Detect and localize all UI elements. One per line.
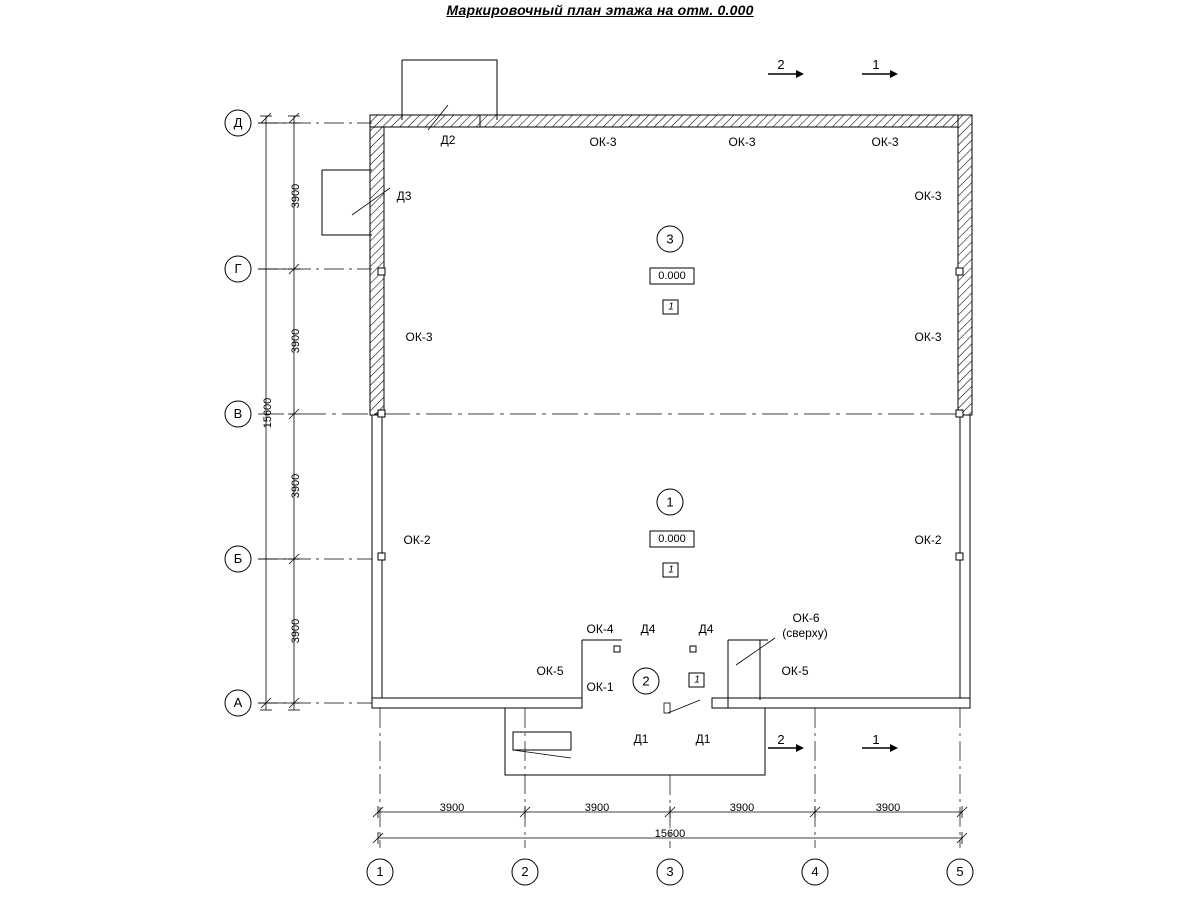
axis-label-letter: Д — [233, 115, 243, 130]
wall-openings — [378, 268, 963, 652]
vertical-dimension: 3900 — [290, 183, 302, 209]
vertical-dimension: 3900 — [290, 328, 302, 354]
vertical-dimension: 3900 — [290, 473, 302, 499]
drawing-title: Маркировочный план этажа на отм. 0.000 — [446, 2, 754, 18]
element-label: ОК-5 — [781, 664, 809, 678]
horizontal-dimension: 3900 — [729, 802, 755, 814]
element-label: ОК-6 — [792, 611, 820, 625]
axis-label-number: 4 — [811, 864, 819, 879]
walls — [370, 115, 972, 708]
detail-mark-label: 1 — [668, 564, 674, 576]
section-marks — [768, 70, 898, 752]
dimension-lines — [258, 113, 967, 844]
axis-label-letter: А — [233, 695, 243, 710]
element-label: (сверху) — [782, 626, 828, 640]
axis-label-number: 1 — [376, 864, 384, 879]
detail-mark-label: 1 — [668, 301, 674, 313]
axis-grid — [258, 123, 960, 848]
vertical-total-dimension: 15600 — [262, 397, 274, 429]
element-label: Д3 — [396, 189, 412, 203]
element-label: ОК-3 — [728, 135, 756, 149]
element-label: ОК-2 — [403, 533, 431, 547]
section-mark-label: 2 — [777, 732, 785, 747]
node-marker-label: 1 — [666, 494, 674, 510]
element-label: Д4 — [698, 622, 714, 636]
element-label: ОК-3 — [871, 135, 899, 149]
section-mark-label: 2 — [777, 57, 785, 72]
elevation-value: 0.000 — [658, 270, 686, 282]
section-mark-label: 1 — [872, 57, 880, 72]
element-label: ОК-1 — [586, 680, 614, 694]
element-label: ОК-2 — [914, 533, 942, 547]
element-label: ОК-3 — [914, 330, 942, 344]
axis-label-letter: Б — [233, 551, 243, 566]
axis-label-letter: Г — [234, 261, 242, 276]
element-label: Д2 — [440, 133, 456, 147]
node-marker-label: 2 — [642, 673, 650, 689]
vertical-dimension: 3900 — [290, 618, 302, 644]
element-label: Д1 — [633, 732, 649, 746]
element-label: Д4 — [640, 622, 656, 636]
axis-label-letter: В — [233, 406, 243, 421]
horizontal-dimension: 3900 — [875, 802, 901, 814]
axis-label-number: 5 — [956, 864, 964, 879]
element-label: ОК-4 — [586, 622, 614, 636]
node-marker-label: 3 — [666, 231, 674, 247]
element-label: ОК-3 — [589, 135, 617, 149]
element-label: Д1 — [695, 732, 711, 746]
element-label: ОК-5 — [536, 664, 564, 678]
horizontal-total-dimension: 15600 — [654, 828, 686, 840]
axis-label-number: 3 — [666, 864, 674, 879]
element-label: ОК-3 — [914, 189, 942, 203]
axis-label-number: 2 — [521, 864, 529, 879]
horizontal-dimension: 3900 — [584, 802, 610, 814]
horizontal-dimension: 3900 — [439, 802, 465, 814]
element-label: ОК-3 — [405, 330, 433, 344]
section-mark-label: 1 — [872, 732, 880, 747]
elevation-value: 0.000 — [658, 533, 686, 545]
detail-mark-label: 1 — [694, 674, 700, 686]
